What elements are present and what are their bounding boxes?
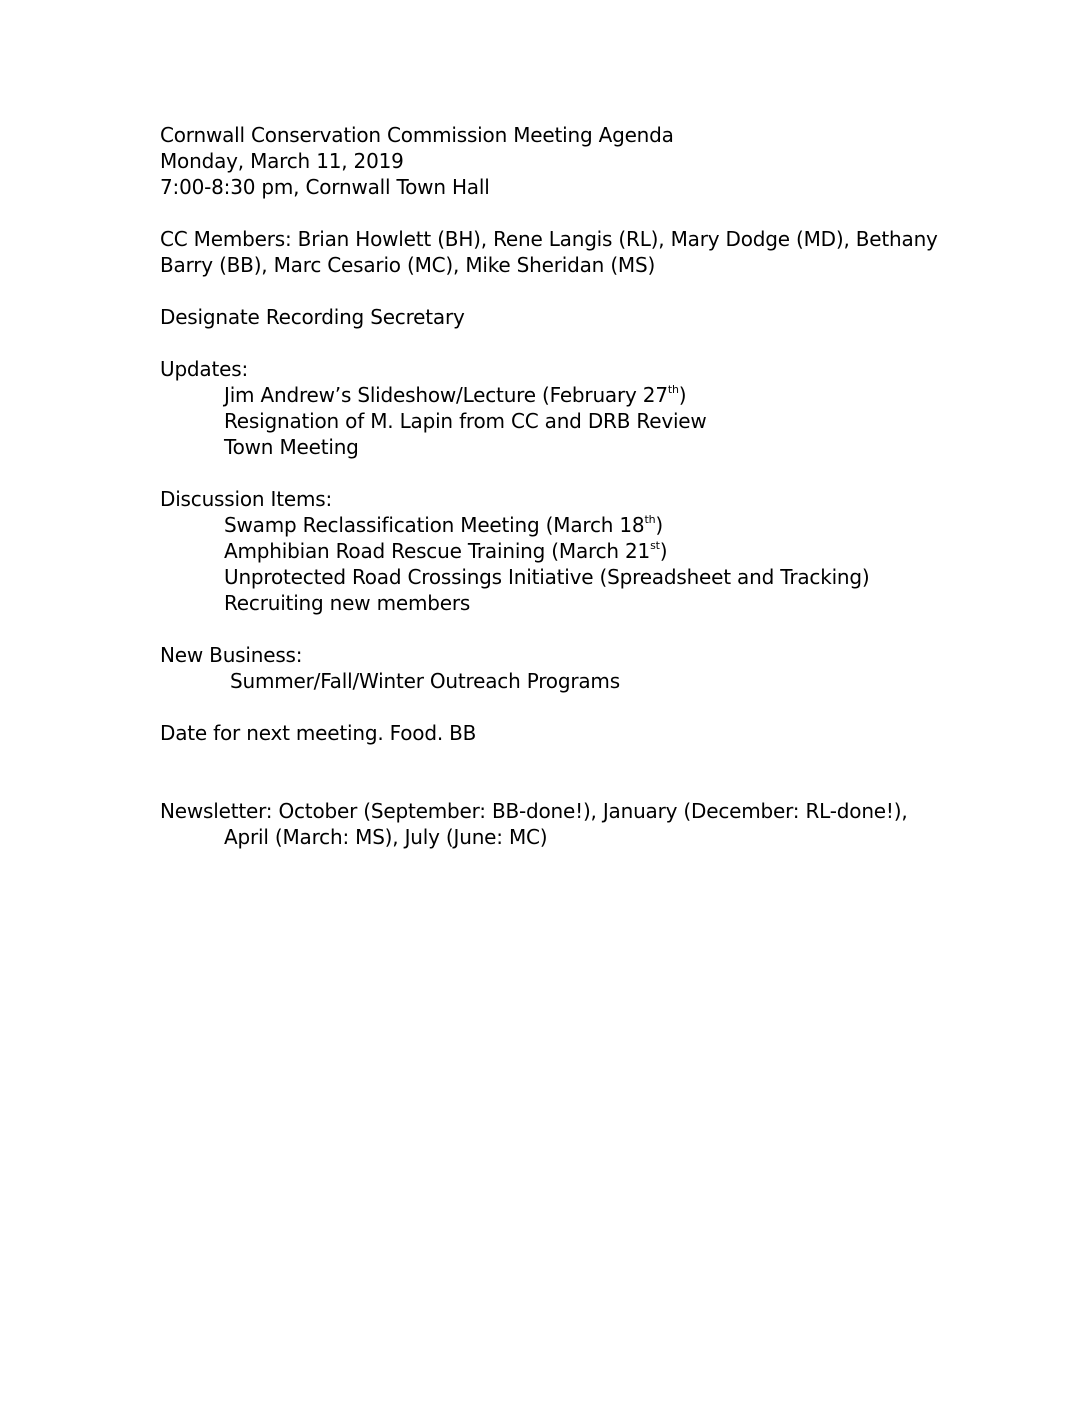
updates-item-3: Town Meeting [224, 435, 359, 459]
discussion-item-1-close: ) [655, 513, 663, 537]
updates-item-2: Resignation of M. Lapin from CC and DRB Review [224, 409, 707, 433]
discussion-item-1 [160, 512, 1020, 538]
updates-item-1 [160, 382, 1020, 408]
updates-item-1-sup: th [667, 383, 679, 397]
updates-heading: Updates: [160, 357, 248, 381]
discussion-item-3: Unprotected Road Crossings Initiative (Spreadsheet and Tracking) [224, 565, 870, 589]
newsletter-line-1: Newsletter: October (September: BB-done!), January (December: RL-done!), [160, 799, 908, 823]
newsletter-line-2: April (March: MS), July (June: MC) [224, 825, 548, 849]
discussion-item-2 [160, 538, 1020, 564]
new-business-item-1: Summer/Fall/Winter Outreach Programs [230, 669, 620, 693]
agenda-title: Cornwall Conservation Commission Meeting Agenda [160, 123, 674, 147]
discussion-item-1-text: Swamp Reclassification Meeting (March 18 [224, 513, 645, 537]
discussion-item-2-text: Amphibian Road Rescue Training (March 21 [224, 539, 651, 563]
updates-item-1-text: Jim Andrew’s Slideshow/Lecture (February 27 [224, 383, 668, 407]
next-meeting-line: Date for next meeting. Food. BB [160, 721, 477, 745]
meeting-time-location: 7:00-8:30 pm, Cornwall Town Hall [160, 175, 490, 199]
designate-secretary: Designate Recording Secretary [160, 305, 465, 329]
discussion-item-4: Recruiting new members [224, 591, 471, 615]
members-line-1: CC Members: Brian Howlett (BH), Rene Langis (RL), Mary Dodge (MD), Bethany [160, 227, 938, 251]
members-line-2: Barry (BB), Marc Cesario (MC), Mike Sheridan (MS) [160, 253, 656, 277]
discussion-heading: Discussion Items: [160, 487, 333, 511]
discussion-item-1-sup: th [644, 513, 656, 527]
discussion-item-2-close: ) [659, 539, 668, 563]
meeting-date: Monday, March 11, 2019 [160, 149, 404, 173]
agenda-body [160, 122, 1020, 850]
updates-item-1-close: ) [678, 383, 687, 407]
discussion-item-2-sup: st [650, 539, 660, 553]
new-business-heading: New Business: [160, 643, 303, 667]
